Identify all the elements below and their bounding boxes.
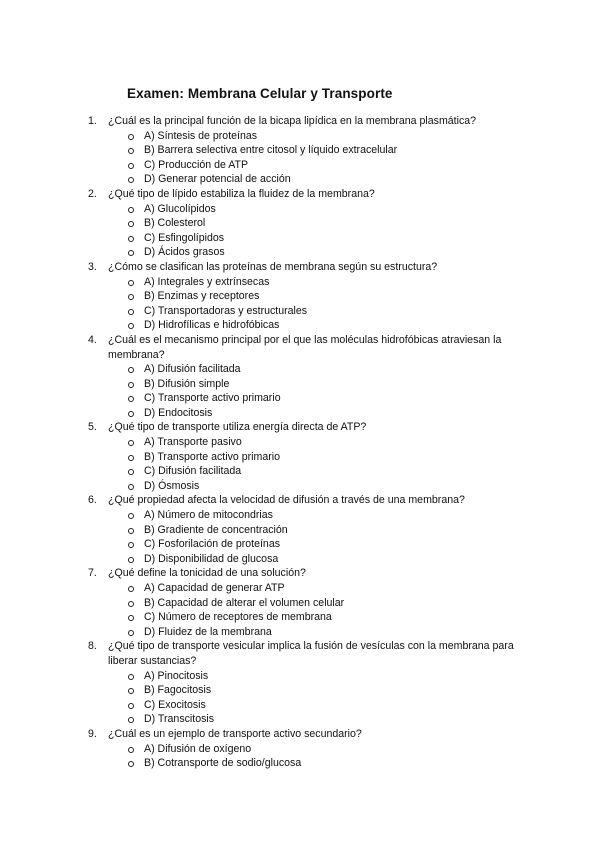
option-text: C) Producción de ATP bbox=[144, 158, 249, 171]
question-number: 8. bbox=[88, 640, 97, 653]
hollow-circle-bullet-icon bbox=[128, 396, 134, 402]
hollow-circle-bullet-icon bbox=[128, 601, 134, 607]
hollow-circle-bullet-icon bbox=[128, 280, 134, 286]
answer-option bbox=[108, 289, 528, 304]
option-text: D) Endocitosis bbox=[144, 406, 213, 419]
answer-option bbox=[108, 581, 528, 596]
option-list bbox=[108, 508, 528, 566]
option-text: C) Fosforilación de proteínas bbox=[144, 538, 281, 551]
hollow-circle-bullet-icon bbox=[128, 221, 134, 227]
option-text: B) Difusión simple bbox=[144, 377, 230, 390]
answer-option bbox=[108, 625, 528, 640]
option-text: A) Glucolípidos bbox=[144, 202, 216, 215]
answer-option bbox=[108, 304, 528, 319]
answer-option bbox=[108, 479, 528, 494]
hollow-circle-bullet-icon bbox=[128, 674, 134, 680]
question-text: ¿Qué tipo de transporte utiliza energía directa de ATP? bbox=[108, 421, 367, 434]
question-text: ¿Cuál es un ejemplo de transporte activo secundario? bbox=[108, 727, 362, 740]
question-text: ¿Qué define la tonicidad de una solución? bbox=[108, 567, 306, 580]
question-text: ¿Qué propiedad afecta la velocidad de difusión a través de una membrana? bbox=[108, 494, 465, 507]
answer-option bbox=[108, 596, 528, 611]
hollow-circle-bullet-icon bbox=[128, 586, 134, 592]
question-item bbox=[88, 260, 528, 333]
question-number: 3. bbox=[88, 260, 97, 273]
answer-option bbox=[108, 129, 528, 144]
question-item bbox=[88, 727, 528, 771]
hollow-circle-bullet-icon bbox=[128, 236, 134, 242]
option-text: A) Transporte pasivo bbox=[144, 436, 242, 449]
option-list bbox=[108, 581, 528, 639]
hollow-circle-bullet-icon bbox=[128, 134, 134, 140]
hollow-circle-bullet-icon bbox=[128, 469, 134, 475]
hollow-circle-bullet-icon bbox=[128, 542, 134, 548]
option-text: A) Capacidad de generar ATP bbox=[144, 582, 285, 594]
answer-option bbox=[108, 698, 528, 713]
question-text: ¿Cuál es el mecanismo principal por el que las moléculas hidrofóbicas atraviesan la membrana? bbox=[108, 333, 502, 361]
question-item bbox=[88, 566, 528, 639]
option-text: A) Difusión de oxígeno bbox=[144, 742, 252, 755]
answer-option bbox=[108, 464, 528, 479]
question-number: 6. bbox=[88, 494, 97, 507]
question-number: 7. bbox=[88, 567, 97, 580]
option-text: C) Difusión facilitada bbox=[144, 465, 242, 478]
question-item bbox=[88, 639, 528, 727]
option-text: D) Ácidos grasos bbox=[144, 246, 225, 259]
hollow-circle-bullet-icon bbox=[128, 163, 134, 169]
option-text: D) Transcitosis bbox=[144, 713, 215, 726]
answer-option bbox=[108, 508, 528, 523]
question-number: 4. bbox=[88, 333, 97, 346]
hollow-circle-bullet-icon bbox=[128, 250, 134, 256]
option-text: D) Ósmosis bbox=[144, 479, 200, 492]
question-text: ¿Qué tipo de transporte vesicular implica la fusión de vesículas con la membrana para liberar sustancias? bbox=[108, 640, 514, 667]
question-list bbox=[88, 114, 528, 771]
option-list bbox=[108, 362, 528, 420]
answer-option bbox=[108, 231, 528, 246]
hollow-circle-bullet-icon bbox=[128, 177, 134, 183]
option-text: D) Fluidez de la membrana bbox=[144, 625, 272, 638]
option-text: B) Capacidad de alterar el volumen celular bbox=[144, 596, 345, 609]
answer-option bbox=[108, 216, 528, 231]
answer-option bbox=[108, 523, 528, 538]
option-list bbox=[108, 202, 528, 260]
answer-option bbox=[108, 391, 528, 406]
hollow-circle-bullet-icon bbox=[128, 484, 134, 490]
question-item bbox=[88, 420, 528, 493]
option-text: C) Esfingolípidos bbox=[144, 231, 225, 244]
option-text: B) Colesterol bbox=[144, 217, 206, 230]
answer-option bbox=[108, 362, 528, 377]
answer-option bbox=[108, 537, 528, 552]
hollow-circle-bullet-icon bbox=[128, 440, 134, 446]
hollow-circle-bullet-icon bbox=[128, 630, 134, 636]
answer-option bbox=[108, 202, 528, 217]
answer-option bbox=[108, 275, 528, 290]
option-text: A) Difusión facilitada bbox=[144, 363, 241, 376]
option-text: A) Número de mitocondrias bbox=[144, 509, 273, 522]
option-text: D) Generar potencial de acción bbox=[144, 173, 291, 186]
option-text: C) Transporte activo primario bbox=[144, 392, 281, 405]
question-item bbox=[88, 493, 528, 566]
option-list bbox=[108, 129, 528, 187]
hollow-circle-bullet-icon bbox=[128, 455, 134, 461]
hollow-circle-bullet-icon bbox=[128, 309, 134, 315]
answer-option bbox=[108, 172, 528, 187]
hollow-circle-bullet-icon bbox=[128, 615, 134, 621]
answer-option bbox=[108, 742, 528, 757]
question-text: ¿Cómo se clasifican las proteínas de membrana según su estructura? bbox=[108, 260, 438, 273]
hollow-circle-bullet-icon bbox=[128, 717, 134, 723]
answer-option bbox=[108, 406, 528, 421]
option-text: C) Exocitosis bbox=[144, 698, 206, 711]
answer-option bbox=[108, 610, 528, 625]
hollow-circle-bullet-icon bbox=[128, 528, 134, 534]
hollow-circle-bullet-icon bbox=[128, 148, 134, 154]
question-text: ¿Qué tipo de lípido estabiliza la fluidez de la membrana? bbox=[108, 187, 375, 200]
question-number: 9. bbox=[88, 727, 97, 740]
page-title: Examen: Membrana Celular y Transporte bbox=[127, 86, 393, 101]
answer-option bbox=[108, 712, 528, 727]
answer-option bbox=[108, 318, 528, 333]
hollow-circle-bullet-icon bbox=[128, 688, 134, 694]
hollow-circle-bullet-icon bbox=[128, 761, 134, 767]
question-number: 5. bbox=[88, 421, 97, 434]
option-text: C) Transportadoras y estructurales bbox=[144, 304, 308, 317]
option-text: B) Gradiente de concentración bbox=[144, 523, 288, 536]
answer-option bbox=[108, 669, 528, 684]
hollow-circle-bullet-icon bbox=[128, 323, 134, 329]
option-text: D) Disponibilidad de glucosa bbox=[144, 552, 279, 565]
hollow-circle-bullet-icon bbox=[128, 367, 134, 373]
answer-option bbox=[108, 683, 528, 698]
option-text: A) Pinocitosis bbox=[144, 669, 209, 682]
hollow-circle-bullet-icon bbox=[128, 557, 134, 563]
answer-option bbox=[108, 450, 528, 465]
option-list bbox=[108, 669, 528, 727]
question-text: ¿Cuál es la principal función de la bicapa lipídica en la membrana plasmática? bbox=[108, 115, 477, 127]
option-text: A) Síntesis de proteínas bbox=[144, 129, 258, 142]
question-item bbox=[88, 114, 528, 187]
hollow-circle-bullet-icon bbox=[128, 294, 134, 300]
option-text: B) Fagocitosis bbox=[144, 684, 212, 697]
answer-option bbox=[108, 158, 528, 173]
answer-option bbox=[108, 552, 528, 567]
option-text: D) Hidrofílicas e hidrofóbicas bbox=[144, 319, 280, 332]
question-number: 2. bbox=[88, 187, 97, 200]
question-item bbox=[88, 333, 528, 421]
question-number: 1. bbox=[88, 115, 97, 127]
option-text: C) Número de receptores de membrana bbox=[144, 611, 332, 624]
answer-option bbox=[108, 435, 528, 450]
hollow-circle-bullet-icon bbox=[128, 382, 134, 388]
hollow-circle-bullet-icon bbox=[128, 747, 134, 753]
hollow-circle-bullet-icon bbox=[128, 513, 134, 519]
option-text: B) Barrera selectiva entre citosol y líquido extracelular bbox=[144, 144, 398, 157]
answer-option bbox=[108, 377, 528, 392]
option-text: A) Integrales y extrínsecas bbox=[144, 275, 270, 288]
option-text: B) Cotransporte de sodio/glucosa bbox=[144, 757, 302, 770]
question-item bbox=[88, 187, 528, 260]
option-list bbox=[108, 275, 528, 333]
option-text: B) Enzimas y receptores bbox=[144, 290, 260, 303]
answer-option bbox=[108, 756, 528, 771]
hollow-circle-bullet-icon bbox=[128, 703, 134, 709]
answer-option bbox=[108, 245, 528, 260]
answer-option bbox=[108, 143, 528, 158]
option-list bbox=[108, 435, 528, 493]
hollow-circle-bullet-icon bbox=[128, 411, 134, 417]
option-text: B) Transporte activo primario bbox=[144, 450, 281, 463]
hollow-circle-bullet-icon bbox=[128, 207, 134, 213]
option-list bbox=[108, 742, 528, 771]
